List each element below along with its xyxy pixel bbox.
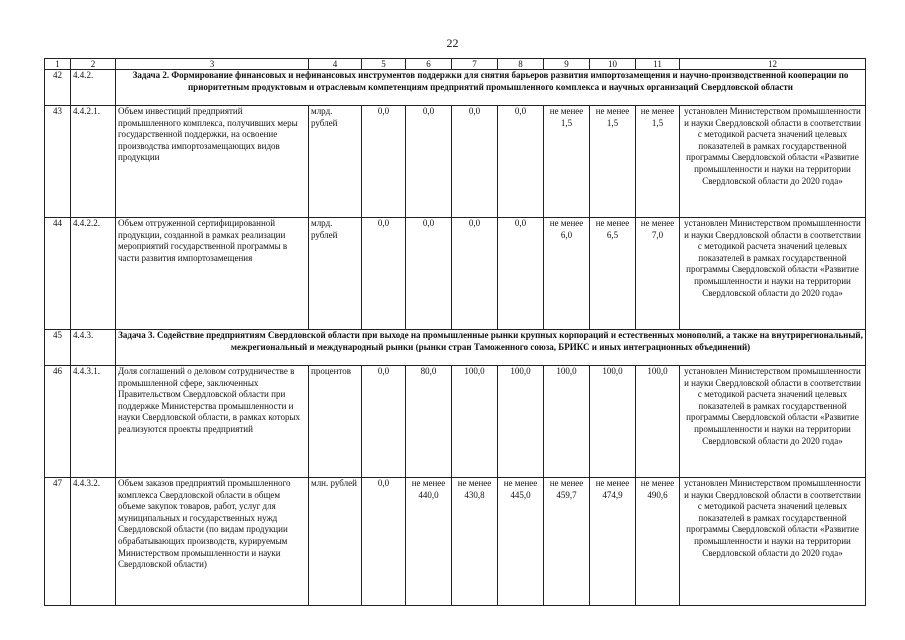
indicator-row [45,366,866,478]
value-col7: не менее 430,8 [452,478,498,606]
page-number: 22 [446,36,459,50]
value-col7: 0,0 [452,106,498,218]
indicator-name: Объем заказов предприятий промышленного комплекса Свердловской области в общем объеме закупок товаров, работ, услуг для муниципальных и государственных нужд Свердловской области (по видам продукции обрабатывающих производств, курируемым Министерством промышленности и науки Свердловской области) [116,478,309,606]
value-col11: не менее 490,6 [636,478,680,606]
column-header-row [45,59,866,70]
indicator-name: Доля соглашений о деловом сотрудничестве в промышленной сфере, заключенных Правительством Свердловской области при поддержке Министерства промышленности и науки Свердловской области, в рамках которых реализуются проекты предприятий [116,366,309,478]
column-header: 4 [309,59,362,70]
column-header: 9 [544,59,590,70]
unit: млрд. рублей [309,106,362,218]
value-col7: 0,0 [452,218,498,330]
row-number: 47 [45,478,71,606]
row-code: 4.4.3.2. [71,478,116,606]
value-col10: 100,0 [590,366,636,478]
task-row [45,70,866,106]
column-header: 3 [116,59,309,70]
value-col8: 100,0 [498,366,544,478]
unit: млрд. рублей [309,218,362,330]
unit: млн. рублей [309,478,362,606]
row-code: 4.4.3.1. [71,366,116,478]
row-code: 4.4.2.2. [71,218,116,330]
value-col10: не менее 474,9 [590,478,636,606]
row-number: 45 [45,330,71,366]
column-header: 5 [362,59,406,70]
basis-text: установлен Министерством промышленности и науки Свердловской области в соответствии с методикой расчета значений целевых показателей в рамках государственной программы Свердловской области «Развитие промышленности и науки на территории Свердловской области до 2020 года» [680,218,866,330]
basis-text: установлен Министерством промышленности и науки Свердловской области в соответствии с методикой расчета значений целевых показателей в рамках государственной программы Свердловской области «Развитие промышленности и науки на территории Свердловской области до 2020 года» [680,106,866,218]
value-col6: не менее 440,0 [406,478,452,606]
row-code: 4.4.2. [71,70,116,106]
value-col5: 0,0 [362,218,406,330]
value-col7: 100,0 [452,366,498,478]
value-col8: 0,0 [498,218,544,330]
value-col6: 0,0 [406,106,452,218]
value-col9: 100,0 [544,366,590,478]
column-header: 6 [406,59,452,70]
value-col6: 80,0 [406,366,452,478]
row-number: 44 [45,218,71,330]
value-col8: 0,0 [498,106,544,218]
column-header: 10 [590,59,636,70]
task-text: Задача 2. Формирование финансовых и нефинансовых инструментов поддержки для снятия барьеров развития импортозамещения и научно-производственной кооперации по приоритетным продуктовым и отраслевым компетенциям предприятий промышленного комплекса и научных организаций Свердловской области [116,70,866,106]
row-number: 42 [45,70,71,106]
value-col5: 0,0 [362,106,406,218]
column-header: 1 [45,59,71,70]
indicators-table [44,58,866,606]
column-header: 8 [498,59,544,70]
value-col9: не менее 6,0 [544,218,590,330]
row-number: 43 [45,106,71,218]
task-text: Задача 3. Содействие предприятиям Свердловской области при выходе на промышленные рынки крупных корпораций и естественных монополий, а также на внутрирегиональный, межрегиональный и международный рынки (рынки стран Таможенного союза, БРИКС и иных интеграционных объединений) [116,330,866,366]
row-number: 46 [45,366,71,478]
value-col8: не менее 445,0 [498,478,544,606]
task-row [45,330,866,366]
column-header: 11 [636,59,680,70]
value-col10: не менее 1,5 [590,106,636,218]
column-header: 12 [680,59,866,70]
indicator-row [45,106,866,218]
indicator-name: Объем инвестиций предприятий промышленного комплекса, получивших меры государственной поддержки, на освоение производства импортозамещающих видов продукции [116,106,309,218]
value-col5: 0,0 [362,366,406,478]
value-col11: не менее 1,5 [636,106,680,218]
column-header: 2 [71,59,116,70]
value-col11: не менее 7,0 [636,218,680,330]
value-col9: не менее 459,7 [544,478,590,606]
value-col6: 0,0 [406,218,452,330]
value-col5: 0,0 [362,478,406,606]
unit: процентов [309,366,362,478]
row-code: 4.4.2.1. [71,106,116,218]
basis-text: установлен Министерством промышленности и науки Свердловской области в соответствии с методикой расчета значений целевых показателей в рамках государственной программы Свердловской области «Развитие промышленности и науки на территории Свердловской области до 2020 года» [680,366,866,478]
column-header: 7 [452,59,498,70]
value-col11: 100,0 [636,366,680,478]
row-code: 4.4.3. [71,330,116,366]
basis-text: установлен Министерством промышленности и науки Свердловской области в соответствии с методикой расчета значений целевых показателей в рамках государственной программы Свердловской области «Развитие промышленности и науки на территории Свердловской области до 2020 года» [680,478,866,606]
value-col9: не менее 1,5 [544,106,590,218]
indicator-name: Объем отгруженной сертифицированной продукции, созданной в рамках реализации мероприятий государственной программы в части развития импортозамещения [116,218,309,330]
indicator-row [45,478,866,606]
value-col10: не менее 6,5 [590,218,636,330]
indicator-row [45,218,866,330]
